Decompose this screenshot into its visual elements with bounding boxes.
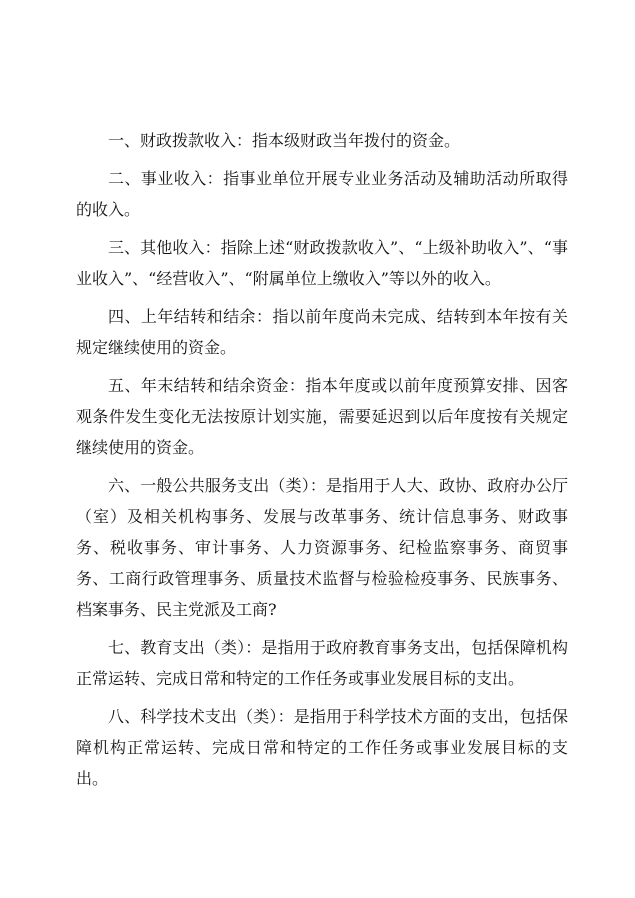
paragraph-general-public-services: 六、一般公共服务支出（类）：是指用于人大、政协、政府办公厅（室）及相关机构事务、发展与改革事务、统计信息事务、财政事务、税收事务、审计事务、人力资源事务、纪检监察事务、商贸事务、工商行政管理事务、质量技术监督与检验检疫事务、民族事务、档案事务、民主党派及工商? <box>76 476 568 619</box>
paragraph-prior-year-carryover: 四、上年结转和结余：指以前年度尚未完成、结转到本年按有关规定继续使用的资金。 <box>76 307 568 357</box>
paragraph-fiscal-appropriation-income: 一、财政拨款收入：指本级财政当年拨付的资金。 <box>108 131 461 150</box>
paragraph-education-expenditure: 七、教育支出（类）：是指用于政府教育事务支出，包括保障机构正常运转、完成日常和特定的工作任务或事业发展目标的支出。 <box>76 638 568 688</box>
paragraph-other-income: 三、其他收入：指除上述“财政拨款收入”、“上级补助收入”、“事业收入”、“经营收入”、“附属单位上缴收入”等以外的收入。 <box>76 238 568 288</box>
document-body <box>76 125 568 801</box>
paragraph-business-income: 二、事业收入：指事业单位开展专业业务活动及辅助活动所取得的收入。 <box>76 169 568 219</box>
paragraph-year-end-carryover: 五、年末结转和结余资金：指本年度或以前年度预算安排、因客观条件发生变化无法按原计划实施，需要延迟到以后年度按有关规定继续使用的资金。 <box>76 376 568 457</box>
paragraph-science-technology-expenditure: 八、科学技术支出（类）：是指用于科学技术方面的支出，包括保障机构正常运转、完成日常和特定的工作任务或事业发展目标的支出。 <box>76 707 568 788</box>
